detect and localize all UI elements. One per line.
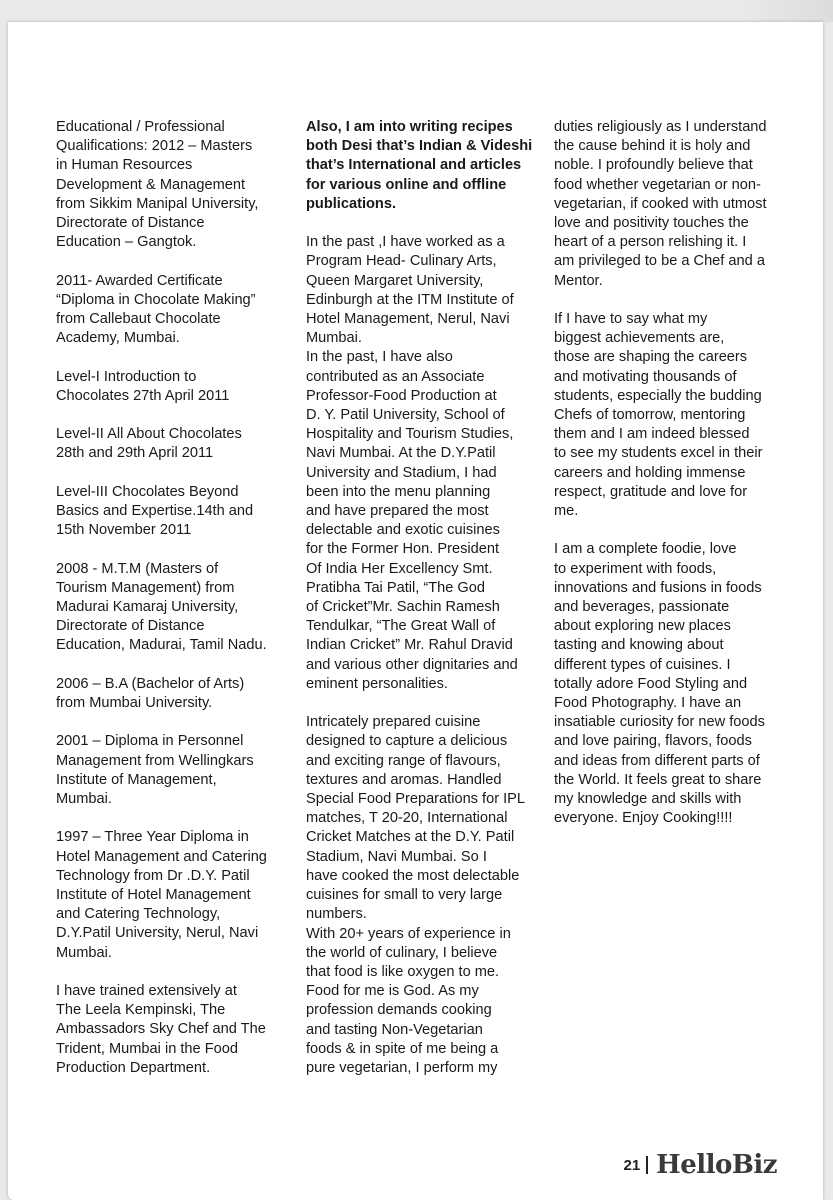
experience-paragraph-1: In the past ,I have worked as a Program Head- Culinary Arts, Queen Margaret University, Edinburgh at the ITM Institute of Hotel Management, Nerul, Navi Mumbai.: [306, 234, 514, 347]
page-footer: [623, 1150, 777, 1180]
philosophy-paragraph-1: duties religiously as I understand the cause behind it is holy and noble. I profoundly believe that food whether vegetarian or non- vegetarian, if cooked with utmost love and positivity touches the heart of a person relishing it. I am privileged to be a Chef and a Mentor.: [554, 119, 767, 289]
intro-bold-paragraph: Also, I am into writing recipes both Desi that’s Indian & Videshi that’s International and articles for various online and offline publications.: [306, 119, 533, 212]
page-number: 21: [623, 1156, 641, 1174]
qualification-level-1: Level-I Introduction to Chocolates 27th April 2011: [56, 368, 230, 404]
qualification-2001-diploma: 2001 – Diploma in Personnel Management from Wellingkars Institute of Management, Mumbai.: [56, 733, 254, 807]
experience-paragraph-4: With 20+ years of experience in the world of culinary, I believe that food is like oxygen to me. Food for me is God. As my profession demands cooking and tasting Non-Vegetarian foods & in spite of me being a pure vegetarian, I perform my: [306, 925, 511, 1076]
qualification-2011-chocolate: 2011- Awarded Certificate “Diploma in Chocolate Making” from Callebaut Chocolate Academy, Mumbai.: [56, 272, 256, 347]
qualification-1997-diploma: 1997 – Three Year Diploma in Hotel Management and Catering Technology from Dr .D.Y. Patil Institute of Hotel Management and Catering Technology, D.Y.Patil University, Nerul, Navi Mumbai.: [56, 829, 267, 961]
column-philosophy: [554, 118, 800, 848]
page-curl-shadow: [743, 0, 833, 22]
column-experience: [306, 118, 546, 1097]
foodie-paragraph: I am a complete foodie, love to experiment with foods, innovations and fusions in foods and beverages, passionate about exploring new places tasting and knowing about different types of cuisines. I totally adore Food Styling and Food Photography. I have an insatiable curiosity for new foods and love pairing, flavors, foods and ideas from different parts of the World. It feels great to share my knowledge and skills with everyone. Enjoy Cooking!!!!: [554, 541, 765, 827]
achievements-paragraph: If I have to say what my biggest achievements are, those are shaping the careers and motivating thousands of students, especially the budding Chefs of tomorrow, mentoring them and I am indeed blessed to see my students excel in their careers and holding immense respect, gratitude and love for me.: [554, 311, 763, 520]
experience-paragraph-3: Intricately prepared cuisine designed to capture a delicious and exciting range of flavours, textures and aromas. Handled Special Food Preparations for IPL matches, T 20-20, International Cricket Matches at the D.Y. Patil Stadium, Navi Mumbai. So I have cooked the most delectable cuisines for small to very large numbers.: [306, 714, 526, 923]
experience-paragraph-2: In the past, I have also contributed as an Associate Professor-Food Production at D. Y. Patil University, School of Hospitality and Tourism Studies, Navi Mumbai. At the D.Y.Patil University and Stadium, I had been into the menu planning and have prepared the most delectable and exotic cuisines for the Former Hon. President Of India Her Excellency Smt. Pratibha Tai Patil, “The God of Cricket”Mr. Sachin Ramesh Tendulkar, “The Great Wall of Indian Cricket” Mr. Rahul Dravid and various other dignitaries and eminent personalities.: [306, 349, 518, 692]
hellobiz-logo: HelloBiz: [656, 1150, 777, 1180]
qualification-level-3: Level-III Chocolates Beyond Basics and Expertise.14th and 15th November 2011: [56, 483, 254, 539]
magazine-page: [8, 22, 823, 1200]
column-qualifications: [56, 118, 284, 1097]
qualification-2006-ba: 2006 – B.A (Bachelor of Arts) from Mumbai University.: [56, 675, 245, 711]
qualification-level-2: Level-II All About Chocolates 28th and 29th April 2011: [56, 426, 242, 462]
qualification-2012: Educational / Professional Qualifications: 2012 – Masters in Human Resources Development & Management from Sikkim Manipal University, Directorate of Distance Education – Gangtok.: [56, 119, 259, 251]
footer-divider: [646, 1156, 648, 1174]
qualification-2008-mtm: 2008 - M.T.M (Masters of Tourism Management) from Madurai Kamaraj University, Directorate of Distance Education, Madurai, Tamil Nadu.: [56, 560, 267, 654]
training-paragraph: I have trained extensively at The Leela Kempinski, The Ambassadors Sky Chef and The Trident, Mumbai in the Food Production Department.: [56, 983, 266, 1076]
